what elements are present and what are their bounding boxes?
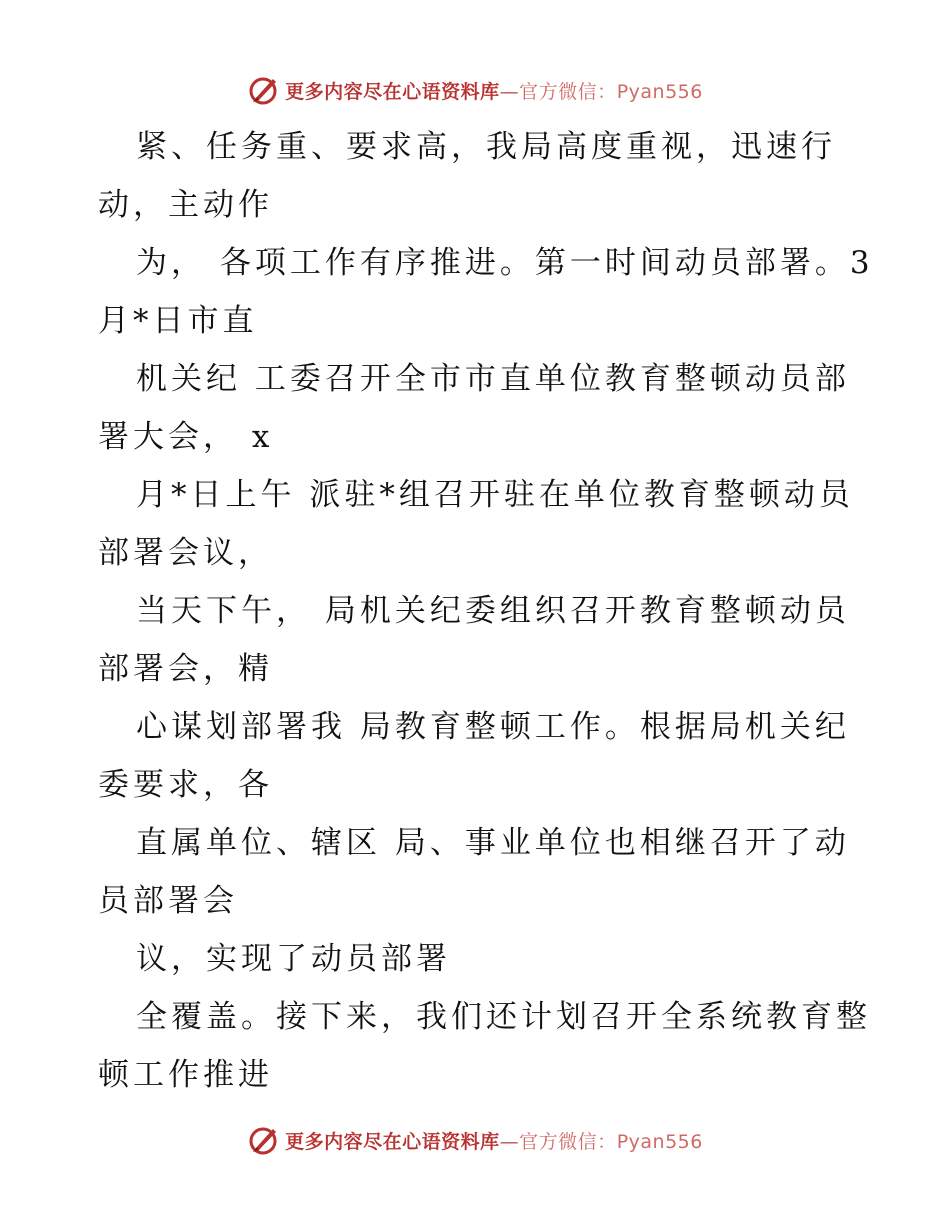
paragraph-line: 顿工作推进 bbox=[98, 1057, 273, 1093]
paragraph-line: 月*日市直 bbox=[98, 303, 258, 339]
footer-wechat-id: Pyan556 bbox=[616, 1130, 703, 1153]
paragraph-line: 员部署会 bbox=[98, 883, 238, 919]
paragraph-line: 议，实现了动员部署 bbox=[136, 941, 451, 977]
paragraph-line: 部署会，精 bbox=[98, 651, 273, 687]
paragraph-line: 心谋划部署我 局教育整顿工作。根据局机关纪 bbox=[136, 709, 850, 745]
paragraph-line: 机关纪 工委召开全市市直单位教育整顿动员部 bbox=[136, 361, 850, 397]
paragraph bbox=[98, 698, 858, 814]
footer-banner bbox=[0, 1120, 950, 1160]
header-separator: — bbox=[499, 80, 520, 103]
footer-text bbox=[285, 1127, 703, 1154]
header-brand: 更多内容尽在心语资料库 bbox=[285, 80, 500, 103]
paragraph-line: 当天下午， 局机关纪委组织召开教育整顿动员 bbox=[136, 593, 850, 629]
paragraph-line: 全覆盖。接下来，我们还计划召开全系统教育整 bbox=[136, 999, 871, 1035]
paragraph-line: 为， 各项工作有序推进。第一时间动员部署。3 bbox=[136, 245, 874, 281]
paragraph-line: 委要求，各 bbox=[98, 767, 273, 803]
footer-wechat-label: 官方微信： bbox=[519, 1130, 617, 1153]
paragraph bbox=[98, 582, 858, 698]
header-text bbox=[285, 77, 703, 104]
paragraph bbox=[98, 814, 858, 930]
header-wechat-label: 官方微信： bbox=[519, 80, 617, 103]
paragraph bbox=[98, 350, 858, 466]
footer-separator: — bbox=[499, 1130, 520, 1153]
paragraph bbox=[98, 466, 858, 582]
header-banner bbox=[0, 70, 950, 110]
paragraph-line: 动，主动作 bbox=[98, 187, 273, 223]
header-wechat-id: Pyan556 bbox=[616, 80, 703, 103]
document-body bbox=[98, 118, 874, 1104]
quill-logo-icon bbox=[247, 1123, 281, 1157]
paragraph-line: 紧、任务重、要求高，我局高度重视，迅速行 bbox=[136, 129, 836, 165]
footer-brand: 更多内容尽在心语资料库 bbox=[285, 1130, 500, 1153]
quill-logo-icon bbox=[247, 73, 281, 107]
paragraph bbox=[98, 118, 858, 234]
paragraph-line: 部署会议， bbox=[98, 535, 273, 571]
paragraph bbox=[98, 234, 874, 350]
paragraph-line: 直属单位、辖区 局、事业单位也相继召开了动 bbox=[136, 825, 850, 861]
paragraph bbox=[98, 988, 871, 1104]
paragraph-line: 署大会， x bbox=[98, 419, 274, 455]
paragraph-line: 月*日上午 派驻*组召开驻在单位教育整顿动员 bbox=[136, 477, 854, 513]
paragraph bbox=[98, 930, 858, 988]
